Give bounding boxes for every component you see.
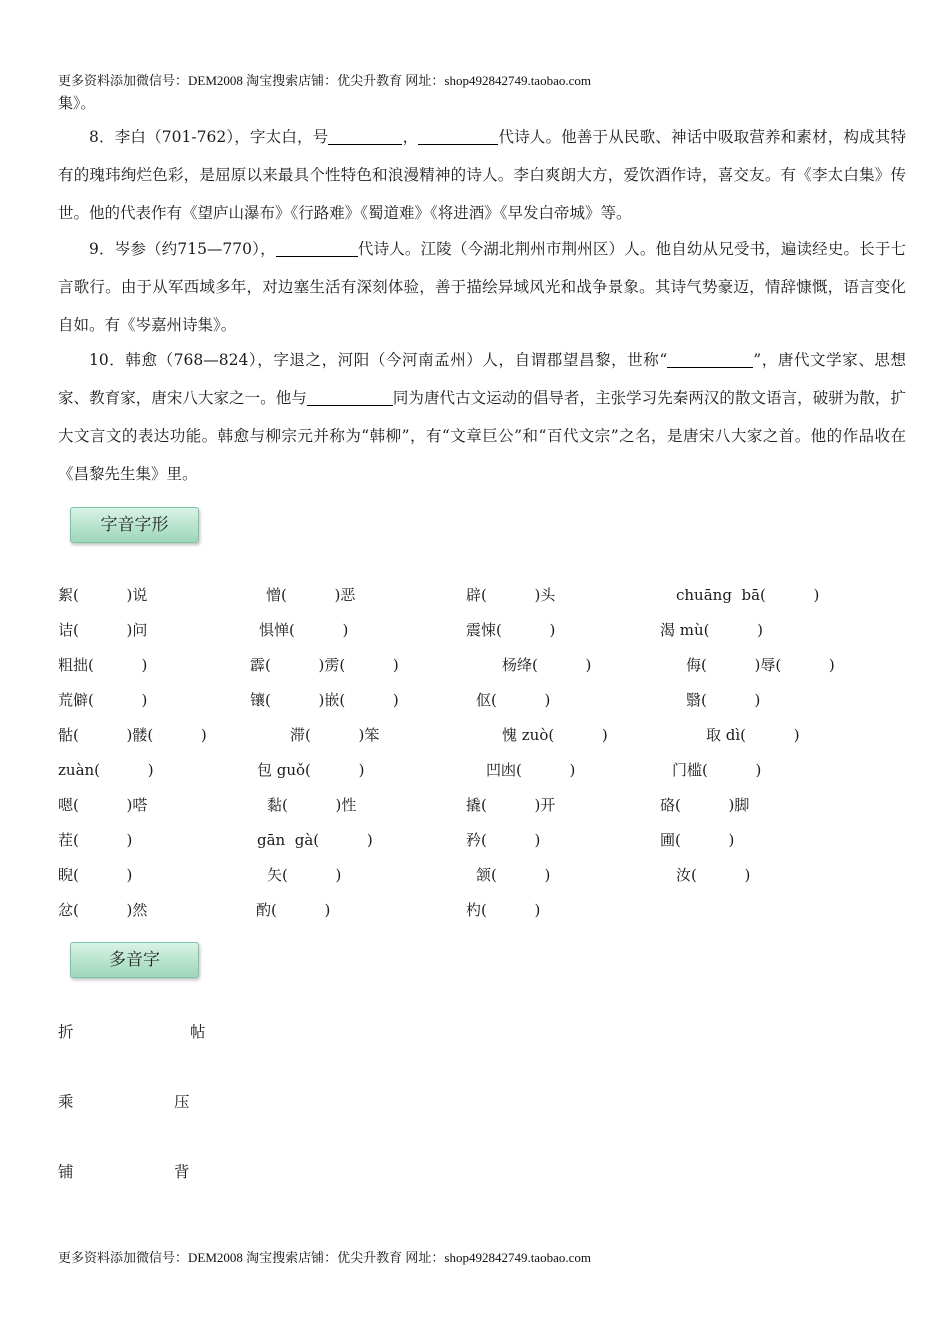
p9-text-b: 代诗人。江陵（今湖北荆州市荆州区）人。他自幼从兄受书，遍读经史。长于七言歌行。由于从军西域多年，对边塞生活有深刻体验，善于描绘异域风光和战争景象。其诗气势豪迈，情辞慷慨，语言变化自如。有《岑嘉州诗集》。 bbox=[58, 240, 906, 334]
p8-blank-2[interactable] bbox=[418, 126, 498, 145]
word-item[interactable]: 镶( )嵌( ) bbox=[250, 691, 399, 709]
section-heading-zi-yin-zi-xing: 字音字形 bbox=[70, 507, 199, 543]
word-item[interactable]: 惧惮( ) bbox=[259, 621, 349, 639]
word-item[interactable]: 门槛( ) bbox=[672, 761, 762, 779]
word-item[interactable]: 硌( )脚 bbox=[660, 796, 750, 814]
p9-text-a: 9．岑参（约715—770）， bbox=[89, 240, 276, 258]
word-item[interactable]: 凹凼( ) bbox=[486, 761, 576, 779]
word-item[interactable]: 睨( ) bbox=[58, 866, 133, 884]
p9-blank-1[interactable] bbox=[276, 238, 358, 257]
p8-blank-1[interactable] bbox=[328, 126, 402, 145]
paragraph-8 bbox=[58, 118, 906, 232]
word-item[interactable]: 渴 mù( ) bbox=[660, 621, 764, 639]
p10-blank-2[interactable] bbox=[307, 387, 393, 406]
polyphone-char: 帖 bbox=[190, 1023, 206, 1041]
p8-text-b: ， bbox=[402, 128, 419, 146]
polyphone-char: 乘 bbox=[58, 1093, 74, 1111]
p10-text-b: ”，唐代文学家、思想家、教育家，唐宋八大家之一。他与 bbox=[58, 351, 906, 407]
word-item[interactable]: 酌( ) bbox=[256, 901, 331, 919]
word-item[interactable]: chuāng bā( ) bbox=[676, 586, 820, 604]
word-item[interactable]: 汝( ) bbox=[676, 866, 751, 884]
word-item[interactable]: 矢( ) bbox=[267, 866, 342, 884]
word-item[interactable]: 颔( ) bbox=[476, 866, 551, 884]
polyphone-char: 铺 bbox=[58, 1163, 74, 1181]
word-item[interactable]: 憎( )恶 bbox=[266, 586, 356, 604]
word-item[interactable]: 圃( ) bbox=[660, 831, 735, 849]
word-item[interactable]: 黏( )性 bbox=[267, 796, 357, 814]
word-item[interactable]: 伛( ) bbox=[476, 691, 551, 709]
polyphone-char: 压 bbox=[174, 1093, 190, 1111]
word-item[interactable]: 诘( )问 bbox=[58, 621, 148, 639]
p10-blank-1[interactable] bbox=[667, 349, 753, 368]
word-item[interactable]: 忿( )然 bbox=[58, 901, 148, 919]
word-item[interactable]: 矜( ) bbox=[466, 831, 541, 849]
paragraph-10 bbox=[58, 341, 906, 493]
page-footer: 更多资料添加微信号：DEM2008 淘宝搜索店铺：优尖升教育 网址：shop492842749.taobao.com bbox=[58, 1250, 591, 1265]
word-item[interactable]: 荒僻( ) bbox=[58, 691, 148, 709]
paragraph-9 bbox=[58, 230, 906, 344]
word-item[interactable]: 茬( ) bbox=[58, 831, 133, 849]
word-item[interactable]: 震悚( ) bbox=[466, 621, 556, 639]
polyphone-char: 折 bbox=[58, 1023, 74, 1041]
word-item[interactable]: 翳( ) bbox=[686, 691, 761, 709]
word-item[interactable]: 粗拙( ) bbox=[58, 656, 148, 674]
word-item[interactable]: 包 guǒ( ) bbox=[257, 761, 365, 779]
word-item[interactable]: 滞( )笨 bbox=[290, 726, 380, 744]
word-item[interactable]: gān gà( ) bbox=[257, 831, 373, 849]
p8-text-a: 8．李白（701-762），字太白，号 bbox=[89, 128, 329, 146]
word-item[interactable]: zuàn( ) bbox=[58, 761, 154, 779]
p8-text-c: 代诗人。他善于从民歌、神话中吸取营养和素材，构成其特有的瑰玮绚烂色彩，是屈原以来最具个性特色和浪漫精神的诗人。李白爽朗大方，爱饮酒作诗，喜交友。有《李太白集》传世。他的代表作有《望庐山瀑布》《行路难》《蜀道难》《将进酒》《早发白帝城》等。 bbox=[58, 128, 906, 222]
p10-text-a: 10．韩愈（768—824），字退之，河阳（今河南孟州）人，自谓郡望昌黎，世称“ bbox=[89, 351, 668, 369]
word-item[interactable]: 骷( )髅( ) bbox=[58, 726, 207, 744]
p10-text-c: 同为唐代古文运动的倡导者，主张学习先秦两汉的散文语言，破骈为散，扩大文言文的表达功能。韩愈与柳宗元并称为“韩柳”，有“文章巨公”和“百代文宗”之名，是唐宋八大家之首。他的作品收在《昌黎先生集》里。 bbox=[58, 389, 906, 483]
word-item[interactable]: 愧 zuò( ) bbox=[502, 726, 608, 744]
word-item[interactable]: 霹( )雳( ) bbox=[250, 656, 399, 674]
carry-over-text: 集》。 bbox=[58, 94, 96, 112]
word-item[interactable]: 取 dì( ) bbox=[706, 726, 800, 744]
page-header: 更多资料添加微信号：DEM2008 淘宝搜索店铺：优尖升教育 网址：shop492842749.taobao.com bbox=[58, 73, 591, 88]
word-item[interactable]: 杨绛( ) bbox=[502, 656, 592, 674]
polyphone-char: 背 bbox=[174, 1163, 190, 1181]
word-item[interactable]: 辟( )头 bbox=[466, 586, 556, 604]
word-item[interactable]: 撬( )开 bbox=[466, 796, 556, 814]
word-item[interactable]: 杓( ) bbox=[466, 901, 541, 919]
word-item[interactable]: 絮( )说 bbox=[58, 586, 148, 604]
word-item[interactable]: 侮( )辱( ) bbox=[686, 656, 835, 674]
section-heading-duo-yin-zi: 多音字 bbox=[70, 942, 199, 978]
word-item[interactable]: 嗯( )嗒 bbox=[58, 796, 148, 814]
